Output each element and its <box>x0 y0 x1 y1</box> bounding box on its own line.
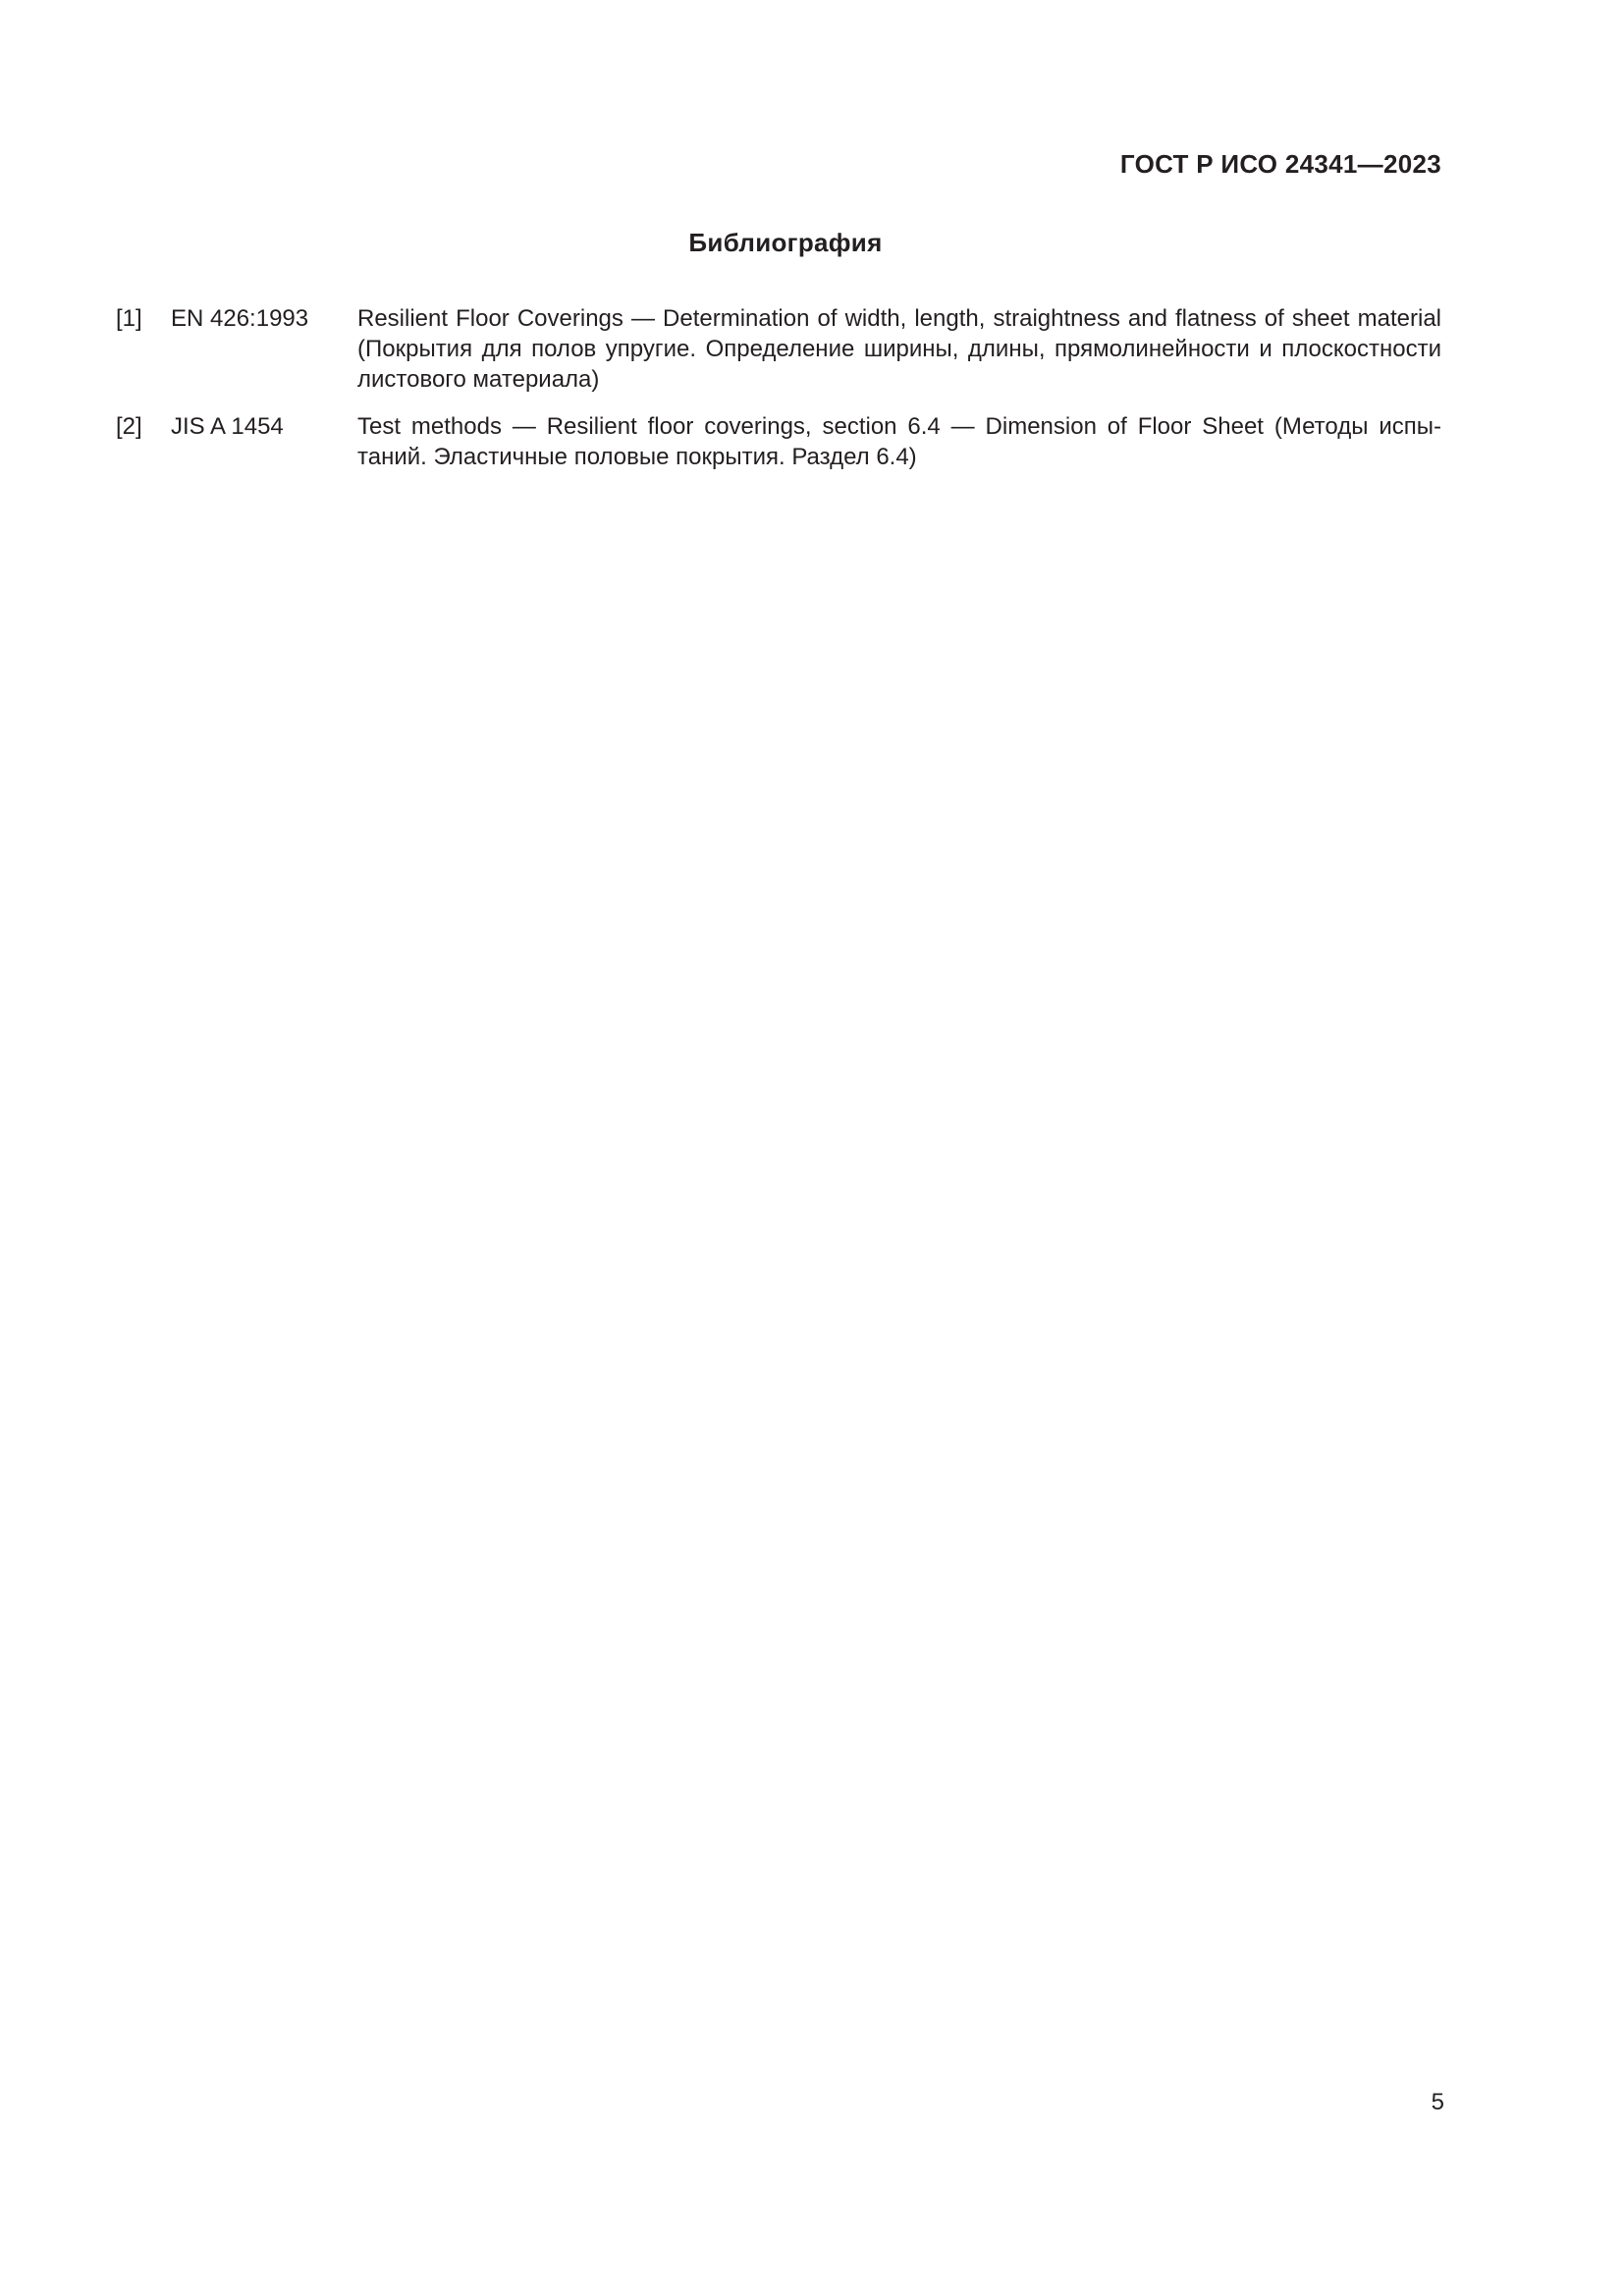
bibliography-code: EN 426:1993 <box>171 305 309 332</box>
bibliography-list <box>116 303 1441 489</box>
bibliography-text: Test methods — Resilient floor coverings, section 6.4 — Dimension of Floor Sheet (Методы испытаний. Эластичные половые покрытия. Раздел 6.4) <box>357 413 1441 470</box>
bibliography-entry <box>116 303 1441 395</box>
section-title: Библиография <box>688 228 883 257</box>
bibliography-text: Resilient Floor Coverings — Determination of width, length, straightness and flatness of sheet material (Покрытия для полов упругие. Определение ширины, длины, прямолинейности и плоскостности листового материала) <box>357 305 1441 393</box>
document-code: ГОСТ Р ИСО 24341—2023 <box>1119 149 1441 179</box>
bibliography-code: JIS A 1454 <box>171 413 284 440</box>
bibliography-number: [1] <box>116 305 142 332</box>
page-number: 5 <box>1431 2089 1444 2115</box>
bibliography-number: [2] <box>116 413 142 440</box>
bibliography-entry <box>116 411 1441 472</box>
